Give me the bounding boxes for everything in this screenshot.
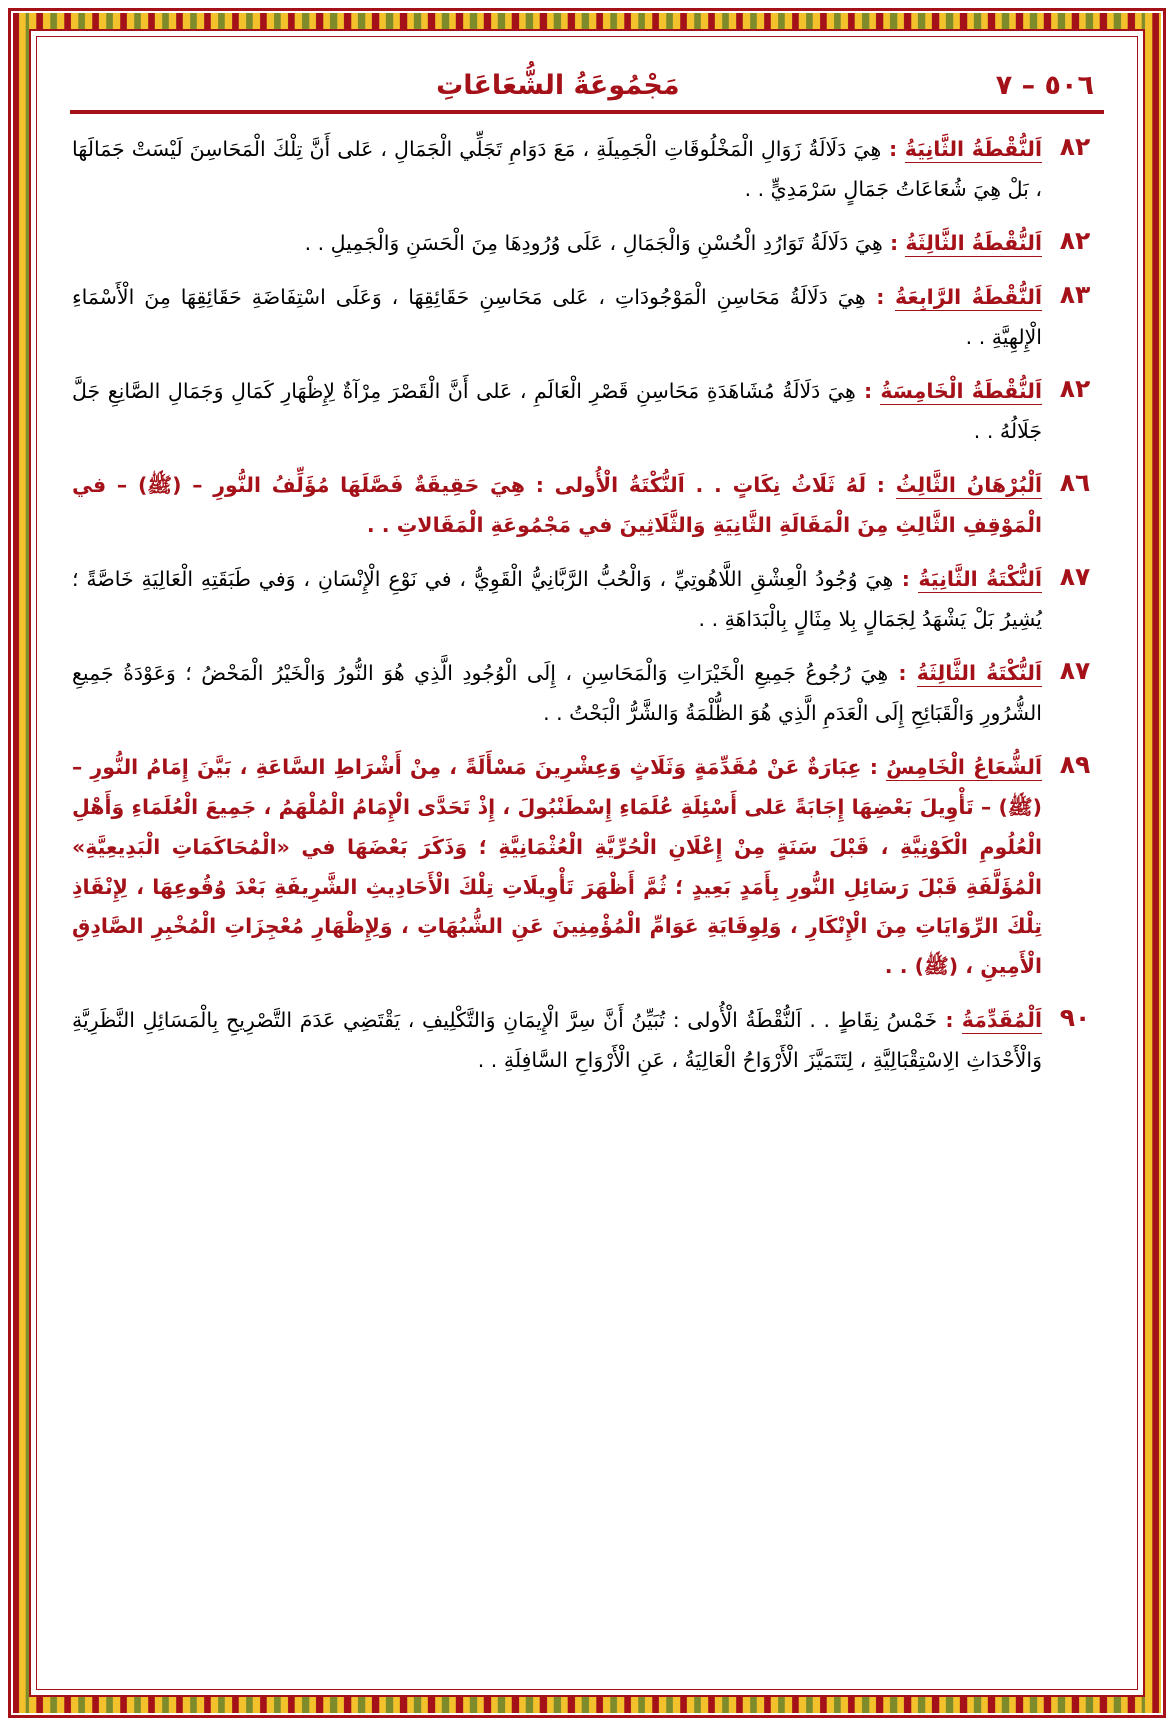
entry-body: لَهُ ثَلَاثُ نِكَاتٍ . . اَلنُّكْتَةُ الْأُولى : هِيَ حَقِيقَةٌ فَصَّلَهَا مُؤَلِّفُ النُّورِ – (ﷺ) – في الْمَوْقِفِ الثَّالِثِ مِنَ الْمَقَالَةِ الثَّانِيَةِ وَالثَّلَاثِينَ في مَجْمُوعَةِ الْمَقَالاتِ . . xyxy=(72,472,1042,537)
entry-page-reference: ٩٠ xyxy=(1059,1003,1091,1033)
entry-separator: : xyxy=(855,378,881,403)
entry-heading: اَلشُّعَاعُ الْخَامِسُ xyxy=(886,754,1042,779)
entry-row xyxy=(66,654,1108,734)
entry-page-reference: ٨٢ xyxy=(1059,132,1091,161)
entry-text xyxy=(66,130,1042,210)
entry-page-reference: ٨٧ xyxy=(1059,655,1091,685)
entry-page-reference: ٨٦ xyxy=(1059,467,1091,497)
entry-text xyxy=(66,748,1042,988)
entry-separator: : xyxy=(881,137,905,161)
entry-text xyxy=(66,654,1042,734)
entry-row xyxy=(66,466,1108,546)
entry-text xyxy=(66,466,1042,546)
entry-body: هِيَ دَلَالَةُ زَوَالِ الْمَخْلُوقَاتِ الْجَمِيلَةِ ، مَعَ دَوَامِ تَجَلِّي الْجَمَالِ ، عَلى أَنَّ تِلْكَ الْمَحَاسِنَ لَيْسَتْ جَمَالَهَا ، بَلْ هِيَ شُعَاعَاتُ جَمَالٍ سَرْمَدِيٍّ . . xyxy=(72,137,1042,201)
entry-row xyxy=(66,372,1108,452)
entry-row xyxy=(66,560,1108,640)
entry-row xyxy=(66,224,1108,264)
entry-separator: : xyxy=(861,754,887,779)
entry-separator: : xyxy=(937,1008,962,1033)
entry-body: هِيَ دَلَالَةُ تَوَارُدِ الْحُسْنِ وَالْجَمَالِ ، عَلَى وُرُودِهَا مِنَ الْحَسَنِ وَالْجَمِيلِ . . xyxy=(304,230,883,255)
entry-row xyxy=(66,278,1108,358)
entry-page-reference: ٨٢ xyxy=(1059,225,1091,255)
entry-page-reference: ٨٣ xyxy=(1059,279,1091,309)
header-divider xyxy=(70,110,1104,114)
entry-heading: اَلنُّقْطَةُ الْخَامِسَةُ xyxy=(880,378,1042,403)
entry-heading: اَلنُّقْطَةُ الثَّانِيَةُ xyxy=(904,137,1042,161)
entry-separator: : xyxy=(882,230,906,255)
entry-separator: : xyxy=(893,566,919,591)
entry-page-reference: ٨٢ xyxy=(1059,373,1091,403)
entry-text xyxy=(66,278,1042,358)
entry-text xyxy=(66,1001,1042,1081)
entry-body: هِيَ دَلَالَةُ مُشَاهَدَةِ مَحَاسِنِ قَصْرِ الْعَالَمِ ، عَلى أَنَّ الْقَصْرَ مِرْآةٌ لِإِظْهَارِ كَمَالِ وَجَمَالِ الصَّانِعِ جَلَّ جَلَالُهُ . . xyxy=(72,378,1042,443)
entry-heading: اَلْمُقَدِّمَةُ xyxy=(961,1008,1042,1033)
page-number: ٥٠٦ – ٧ xyxy=(995,70,1094,101)
entry-row xyxy=(66,748,1108,988)
entry-text xyxy=(66,372,1042,452)
entry-heading: اَلنُّقْطَةُ الرَّابِعَةُ xyxy=(894,284,1042,309)
entry-heading: اَلنُّكْتَةُ الثَّانِيَةُ xyxy=(918,566,1042,591)
entry-body: عِبَارَةٌ عَنْ مُقَدِّمَةٍ وَثَلَاثٍ وَعِشْرِينَ مَسْأَلَةً ، مِنْ أَشْرَاطِ السَّاعَةِ ، بَيَّنَ إِمَامُ النُّورِ – (ﷺ) – تَأْوِيلَ بَعْضِهَا إِجَابَةً عَلى أَسْئِلَةِ عُلَمَاءِ إِسْطَنْبُولَ ، إِذْ تَحَدَّى الْإِمَامُ الْمُلْهَمُ ، جَمِيعَ الْعُلَمَاءِ وَأَهْلِ الْعُلُومِ الْكَوْنِيَّةِ ، قَبْلَ سَنَةٍ مِنْ إِعْلَانِ الْحُرِّيَّةِ الْعُثْمَانِيَّةِ ؛ وَذَكَرَ بَعْضَهَا في «الْمُحَاكَمَاتِ الْبَدِيعِيَّةِ» الْمُؤَلَّفَةِ قَبْلَ رَسَائِلِ النُّورِ بِأَمَدٍ بَعِيدٍ ؛ ثُمَّ أَظْهَرَ تَأْوِيلَاتِ تِلْكَ الْأَحَادِيثِ الشَّرِيفَةِ بَعْدَ وُقُوعِهَا ، لِإِنْقَاذِ تِلْكَ الرِّوَايَاتِ مِنَ الْإِنْكَارِ ، وَلِوِقَايَةِ عَوَامِّ الْمُؤْمِنِينَ عَنِ الشُّبُهَاتِ ، وَلِإِظْهَارِ مُعْجِزَاتِ الْمُخْبِرِ الصَّادِقِ الْأَمِينِ ، (ﷺ) . . xyxy=(72,754,1042,979)
entry-body: خَمْسُ نِقَاطٍ . . اَلنُّقْطَةُ الْأُولى : تُبَيِّنُ أَنَّ سِرَّ الْإِيمَانِ وَالتَّكْلِيفِ ، يَقْتَضِي عَدَمَ التَّصْرِيحِ بِالْمَسَائِلِ النَّظَرِيَّةِ وَالْأَحْدَاثِ الِاسْتِقْبَالِيَّةِ ، لِتَتَمَيَّزَ الْأَرْوَاحُ الْعَالِيَةُ ، عَنِ الْأَرْوَاحِ السَّافِلَةِ . . xyxy=(72,1008,1042,1073)
entry-row xyxy=(66,130,1108,210)
entry-row xyxy=(66,1001,1108,1081)
page-content xyxy=(44,46,1130,1680)
entry-page-reference: ٨٧ xyxy=(1059,561,1091,591)
entry-separator: : xyxy=(866,472,896,497)
entry-heading: اَلْبُرْهَانُ الثَّالِثُ xyxy=(895,472,1042,497)
entry-text xyxy=(66,560,1042,640)
entry-body: هِيَ رُجُوعُ جَمِيعِ الْخَيْرَاتِ وَالْمَحَاسِنِ ، إِلَى الْوُجُودِ الَّذِي هُوَ النُّورُ وَالْخَيْرُ الْمَحْضُ ؛ وَعَوْدَةُ جَمِيعِ الشُّرُورِ وَالْقَبَائِحِ إِلَى الْعَدَمِ الَّذِي هُوَ الظُّلْمَةُ وَالشَّرُّ الْبَحْتُ . . xyxy=(72,660,1042,725)
entry-separator: : xyxy=(888,660,917,685)
entry-heading: اَلنُّكْتَةُ الثَّالِثَةُ xyxy=(916,660,1042,685)
entry-body: هِيَ دَلَالَةُ مَحَاسِنِ الْمَوْجُودَاتِ ، عَلى مَحَاسِنِ حَقَائِقِهَا ، وَعَلَى اسْتِفَاضَةِ حَقَائِقِهَا مِنَ الْأَسْمَاءِ الْإِلهِيَّةِ . . xyxy=(72,284,1042,349)
entry-page-reference: ٨٩ xyxy=(1059,749,1091,779)
entry-list xyxy=(66,130,1108,1081)
book-title: مَجْمُوعَةُ الشُّعَاعَاتِ xyxy=(436,70,680,101)
entry-text xyxy=(66,224,1042,264)
entry-heading: اَلنُّقْطَةُ الثَّالِثَةُ xyxy=(905,230,1042,255)
page-header xyxy=(66,70,1108,101)
entry-separator: : xyxy=(865,284,895,309)
entry-body: هِيَ وُجُودُ الْعِشْقِ اللَّاهُوتِيِّ ، وَالْحُبُّ الرَّبَّانِيُّ الْقَوِيُّ ، في نَوْعِ الْإِنْسَانِ ، وَفي طَبَقَتِهِ الْعَالِيَةِ خَاصَّةً ؛ يُشِيرُ بَلْ يَشْهَدُ لِجَمَالٍ بِلا مِثَالٍ بِالْبَدَاهَةِ . . xyxy=(72,566,1042,631)
